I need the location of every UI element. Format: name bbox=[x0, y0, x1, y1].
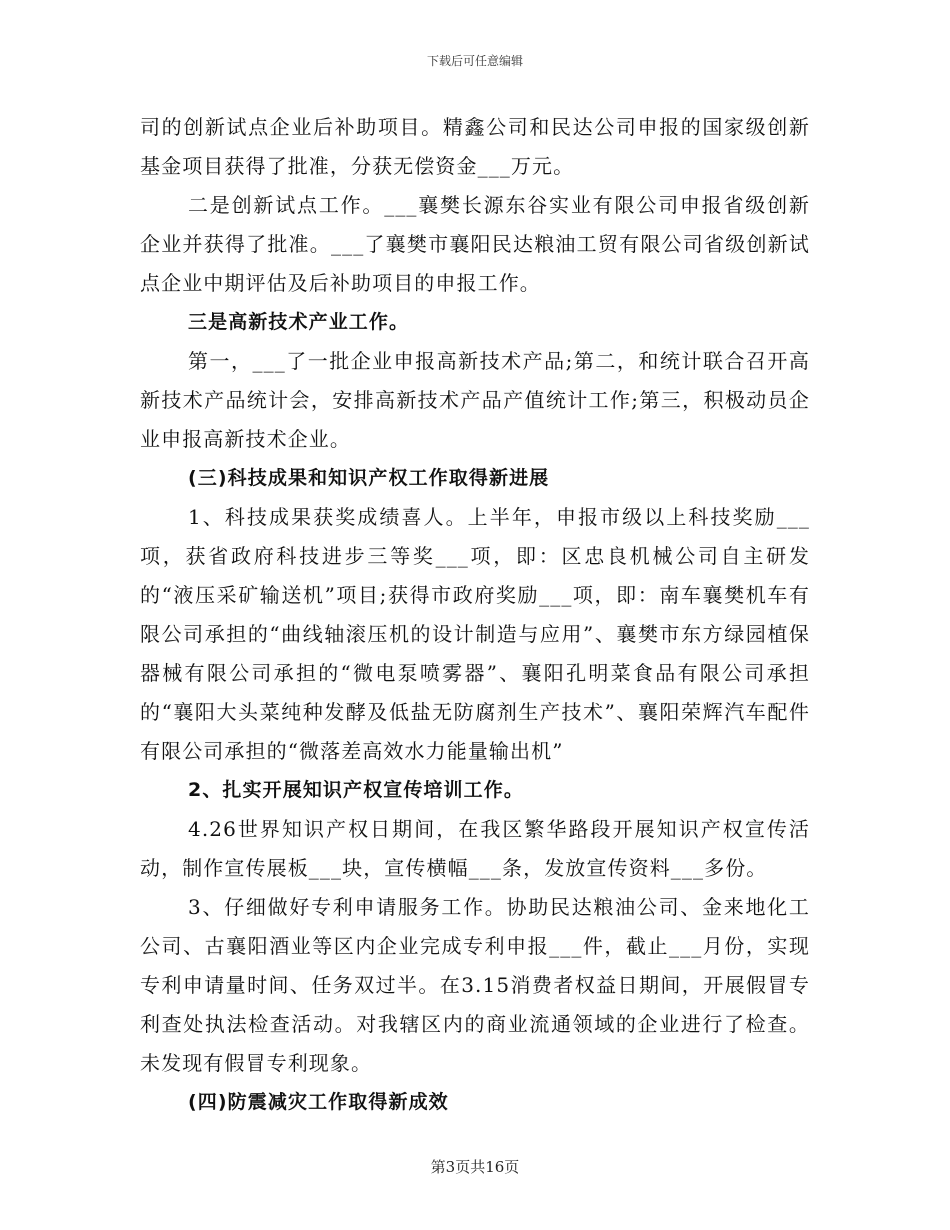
document-body bbox=[140, 108, 810, 1122]
page-footer: 第3页共16页 bbox=[430, 1158, 520, 1176]
heading-ip-training: 2、扎实开展知识产权宣传培训工作。 bbox=[188, 779, 524, 801]
heading-high-tech-industry: 三是高新技术产业工作。 bbox=[188, 311, 410, 333]
page-header: 下载后可任意编辑 bbox=[426, 54, 523, 68]
heading-section-four: (四)防震减灾工作取得新成效 bbox=[188, 1091, 449, 1113]
paragraph-innovation-pilot: 二是创新试点工作。___襄樊长源东谷实业有限公司申报省级创新企业并获得了批准。___了襄樊市襄阳民达粮油工贸有限公司省级创新试点企业中期评估及后补助项目的申报工作。 bbox=[140, 193, 810, 295]
paragraph-patent-service: 3、仔细做好专利申请服务工作。协助民达粮油公司、金来地化工公司、古襄阳酒业等区内企业完成专利申报___件，截止___月份，实现专利申请量时间、任务双过半。在3.15消费者权益日期间，开展假冒专利查处执法检查活动。对我辖区内的商业流通领域的企业进行了检查。未发现有假冒专利现象。 bbox=[140, 895, 810, 1075]
paragraph-high-tech-products: 第一，___了一批企业申报高新技术产品;第二，和统计联合召开高新技术产品统计会，安排高新技术产品产值统计工作;第三，积极动员企业申报高新技术企业。 bbox=[140, 349, 810, 451]
paragraph-ip-day: 4.26世界知识产权日期间，在我区繁华路段开展知识产权宣传活动，制作宣传展板___块，宣传横幅___条，发放宣传资料___多份。 bbox=[140, 817, 810, 880]
heading-section-three: (三)科技成果和知识产权工作取得新进展 bbox=[188, 467, 550, 489]
paragraph-tech-awards: 1、科技成果获奖成绩喜人。上半年，申报市级以上科技奖励___项，获省政府科技进步三等奖___项，即：区忠良机械公司自主研发的“液压采矿输送机”项目;获得市政府奖励___项，即：南车襄樊机车有限公司承担的“曲线轴滚压机的设计制造与应用”、襄樊市东方绿园植保器械有限公司承担的“微电泵喷雾器”、襄阳孔明菜食品有限公司承担的“襄阳大头菜纯种发酵及低盐无防腐剂生产技术”、襄阳荣辉汽车配件有限公司承担的“微落差高效水力能量输出机” bbox=[140, 505, 810, 763]
paragraph-continuation: 司的创新试点企业后补助项目。精鑫公司和民达公司申报的国家级创新基金项目获得了批准，分获无偿资金___万元。 bbox=[140, 115, 810, 178]
